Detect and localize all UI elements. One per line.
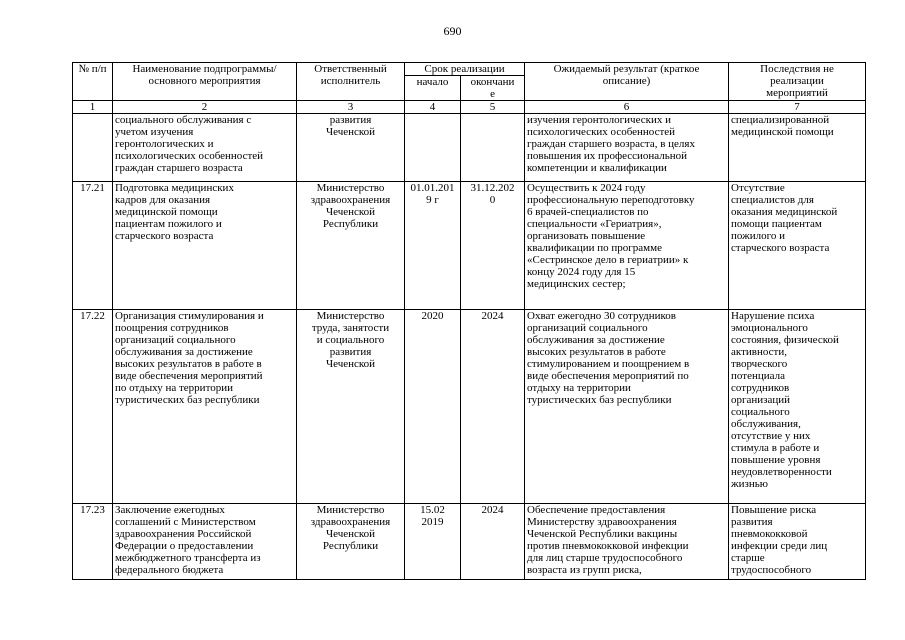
- expected-result-cell: [525, 504, 729, 580]
- cell-line: возраста из групп риска,: [527, 564, 642, 576]
- cell-line: Ответственный: [314, 63, 387, 75]
- row-number-cell: 17.23: [73, 504, 113, 580]
- cell-line: развития: [329, 346, 372, 358]
- cell-line: Республики: [322, 540, 379, 552]
- cell-line: 0: [489, 194, 496, 206]
- cell-line: психологических особенностей: [527, 126, 676, 138]
- cell-line: Последствия не: [760, 63, 834, 75]
- column-number: 7: [729, 101, 866, 114]
- measures-table: [72, 62, 866, 580]
- cell-line: состояния, физической: [731, 334, 839, 346]
- column-number: 4: [405, 101, 461, 114]
- cell-line: стимула в работе и: [731, 442, 820, 454]
- cell-line: межбюджетного трансферта из: [115, 552, 261, 564]
- end-date-cell: [461, 310, 525, 504]
- cell-line: Обеспечение предоставления: [527, 504, 666, 516]
- consequences-cell: [729, 310, 866, 504]
- header-result: [525, 63, 729, 101]
- cell-line: Организация стимулирования и: [115, 310, 264, 322]
- cell-line: федерального бюджета: [115, 564, 224, 576]
- row-number-cell: 17.21: [73, 182, 113, 310]
- header-start: начало: [405, 76, 461, 101]
- cell-line: 2020: [421, 310, 444, 322]
- cell-line: жизнью: [731, 478, 768, 490]
- header-num: № п/п: [73, 63, 113, 101]
- cell-line: туристических баз республики: [527, 394, 672, 406]
- expected-result-cell: [525, 114, 729, 182]
- cell-line: реализации: [770, 75, 824, 87]
- cell-line: кадров для оказания: [115, 194, 211, 206]
- cell-line: Отсутствие: [731, 182, 785, 194]
- cell-line: старческого возраста: [731, 242, 830, 254]
- cell-line: стимулированием и поощрением в: [527, 358, 690, 370]
- cell-line: учетом изучения: [115, 126, 194, 138]
- cell-line: неудовлетворенности: [731, 466, 832, 478]
- measure-name-cell: [113, 310, 297, 504]
- cell-line: 9 г: [426, 194, 439, 206]
- cell-line: Министерство: [316, 310, 385, 322]
- start-date-cell: [405, 504, 461, 580]
- cell-line: трудоспособного: [731, 564, 812, 576]
- cell-line: развития: [329, 114, 372, 126]
- cell-line: Заключение ежегодных: [115, 504, 225, 516]
- cell-line: потенциала: [731, 370, 785, 382]
- table-row: [73, 310, 866, 504]
- cell-line: туристических баз республики: [115, 394, 260, 406]
- column-number: 3: [297, 101, 405, 114]
- cell-line: против пневмококковой инфекции: [527, 540, 689, 552]
- cell-line: Федерации о предоставлении: [115, 540, 254, 552]
- executor-cell: [297, 182, 405, 310]
- cell-line: старческого возраста: [115, 230, 214, 242]
- cell-line: творческого: [731, 358, 788, 370]
- cell-line: эмоционального: [731, 322, 808, 334]
- cell-line: организаций: [731, 394, 791, 406]
- cell-line: Наименование подпрограммы/: [132, 63, 277, 75]
- column-numbers-row: [73, 101, 866, 114]
- header-executor: [297, 63, 405, 101]
- cell-line: труда, занятости: [311, 322, 390, 334]
- consequences-cell: [729, 504, 866, 580]
- cell-line: изучения геронтологических и: [527, 114, 671, 126]
- cell-line: соглашений с Министерством: [115, 516, 256, 528]
- cell-line: пациентам пожилого и: [115, 218, 222, 230]
- cell-line: высоких результатов в работе в: [115, 358, 262, 370]
- row-number-cell: [73, 114, 113, 182]
- header-end: [461, 76, 525, 101]
- start-date-cell: [405, 182, 461, 310]
- cell-line: помощи пациентам: [731, 218, 822, 230]
- cell-line: Министерство: [316, 182, 385, 194]
- row-number-cell: 17.22: [73, 310, 113, 504]
- cell-line: здравоохранения Российской: [115, 528, 252, 540]
- cell-line: высоких результатов в работе: [527, 346, 666, 358]
- cell-line: медицинских сестер;: [527, 278, 626, 290]
- cell-line: Нарушение психа: [731, 310, 815, 322]
- page-number: 690: [443, 24, 462, 38]
- header-consequences: [729, 63, 866, 101]
- cell-line: компетенции и квалификации: [527, 162, 667, 174]
- cell-line: Повышение риска: [731, 504, 817, 516]
- cell-line: для лиц старше трудоспособного: [527, 552, 683, 564]
- cell-line: описание): [602, 75, 651, 87]
- cell-line: 15.02: [420, 504, 445, 516]
- table-row: [73, 504, 866, 580]
- column-number: 2: [113, 101, 297, 114]
- end-date-cell: [461, 504, 525, 580]
- cell-line: специалистов для: [731, 194, 814, 206]
- cell-line: по отдыху на территории: [115, 382, 234, 394]
- cell-line: основного мероприятия: [148, 75, 261, 87]
- cell-line: организовать повышение: [527, 230, 646, 242]
- end-date-cell: [461, 114, 525, 182]
- cell-line: психологических особенностей: [115, 150, 264, 162]
- cell-line: Ожидаемый результат (краткое: [553, 63, 700, 75]
- cell-line: 6 врачей-специалистов по: [527, 206, 649, 218]
- end-date-cell: [461, 182, 525, 310]
- column-number: 1: [73, 101, 113, 114]
- cell-line: социального: [731, 406, 790, 418]
- cell-line: повышение уровня: [731, 454, 821, 466]
- cell-line: и социального: [316, 334, 385, 346]
- cell-line: исполнитель: [320, 75, 381, 87]
- cell-line: 2024: [481, 504, 504, 516]
- cell-line: виде обеспечения мероприятий: [115, 370, 263, 382]
- cell-line: Чеченской Республики вакцины: [527, 528, 678, 540]
- cell-line: Чеченской: [325, 126, 376, 138]
- cell-line: Подготовка медицинских: [115, 182, 234, 194]
- cell-line: е: [490, 88, 495, 100]
- cell-line: 2019: [421, 516, 444, 528]
- cell-line: виде обеспечения мероприятий по: [527, 370, 689, 382]
- consequences-cell: [729, 182, 866, 310]
- cell-line: социального обслуживания с: [115, 114, 252, 126]
- cell-line: организаций социального: [527, 322, 648, 334]
- cell-line: «Сестринское дело в гериатрии» к: [527, 254, 689, 266]
- cell-line: специализированной: [731, 114, 830, 126]
- cell-line: развития: [731, 516, 773, 528]
- cell-line: отсутствие у них: [731, 430, 811, 442]
- cell-line: отдыху на территории: [527, 382, 631, 394]
- cell-line: пожилого и: [731, 230, 785, 242]
- cell-line: специальности «Гериатрия»,: [527, 218, 662, 230]
- executor-cell: [297, 310, 405, 504]
- cell-line: геронтологических и: [115, 138, 214, 150]
- column-number: 6: [525, 101, 729, 114]
- cell-line: здравоохранения: [310, 194, 391, 206]
- cell-line: сотрудников: [731, 382, 790, 394]
- column-number: 5: [461, 101, 525, 114]
- cell-line: Министерству здравоохранения: [527, 516, 677, 528]
- cell-line: медицинской помощи: [731, 126, 834, 138]
- cell-line: активности,: [731, 346, 787, 358]
- cell-line: Чеченской: [325, 358, 376, 370]
- executor-cell: [297, 114, 405, 182]
- cell-line: 01.01.201: [410, 182, 455, 194]
- cell-line: граждан старшего возраста: [115, 162, 243, 174]
- consequences-cell: [729, 114, 866, 182]
- cell-line: здравоохранения: [310, 516, 391, 528]
- cell-line: мероприятий: [766, 87, 828, 99]
- measure-name-cell: [113, 182, 297, 310]
- cell-line: Охват ежегодно 30 сотрудников: [527, 310, 676, 322]
- cell-line: Министерство: [316, 504, 385, 516]
- cell-line: пневмококковой: [731, 528, 808, 540]
- cell-line: Республики: [322, 218, 379, 230]
- start-date-cell: [405, 114, 461, 182]
- cell-line: медицинской помощи: [115, 206, 218, 218]
- cell-line: инфекции среди лиц: [731, 540, 828, 552]
- cell-line: организаций социального: [115, 334, 236, 346]
- cell-line: обслуживания за достижение: [527, 334, 665, 346]
- header-name: [113, 63, 297, 101]
- cell-line: обслуживания за достижение: [115, 346, 253, 358]
- cell-line: 31.12.202: [470, 182, 515, 194]
- cell-line: квалификации по программе: [527, 242, 662, 254]
- cell-line: оказания медицинской: [731, 206, 838, 218]
- executor-cell: [297, 504, 405, 580]
- cell-line: 2024: [481, 310, 504, 322]
- cell-line: Чеченской: [325, 528, 376, 540]
- measure-name-cell: [113, 114, 297, 182]
- cell-line: старше: [731, 552, 765, 564]
- expected-result-cell: [525, 182, 729, 310]
- cell-line: повышения их профессиональной: [527, 150, 688, 162]
- cell-line: Осуществить к 2024 году: [527, 182, 646, 194]
- table-row: [73, 182, 866, 310]
- cell-line: окончани: [470, 76, 515, 88]
- start-date-cell: [405, 310, 461, 504]
- cell-line: обслуживания,: [731, 418, 801, 430]
- cell-line: поощрения сотрудников: [115, 322, 229, 334]
- cell-line: профессиональную переподготовку: [527, 194, 695, 206]
- expected-result-cell: [525, 310, 729, 504]
- header-term: Срок реализации: [405, 63, 525, 76]
- cell-line: концу 2024 году для 15: [527, 266, 636, 278]
- cell-line: граждан старшего возраста, в целях: [527, 138, 695, 150]
- measure-name-cell: [113, 504, 297, 580]
- table-row: [73, 114, 866, 182]
- cell-line: Чеченской: [325, 206, 376, 218]
